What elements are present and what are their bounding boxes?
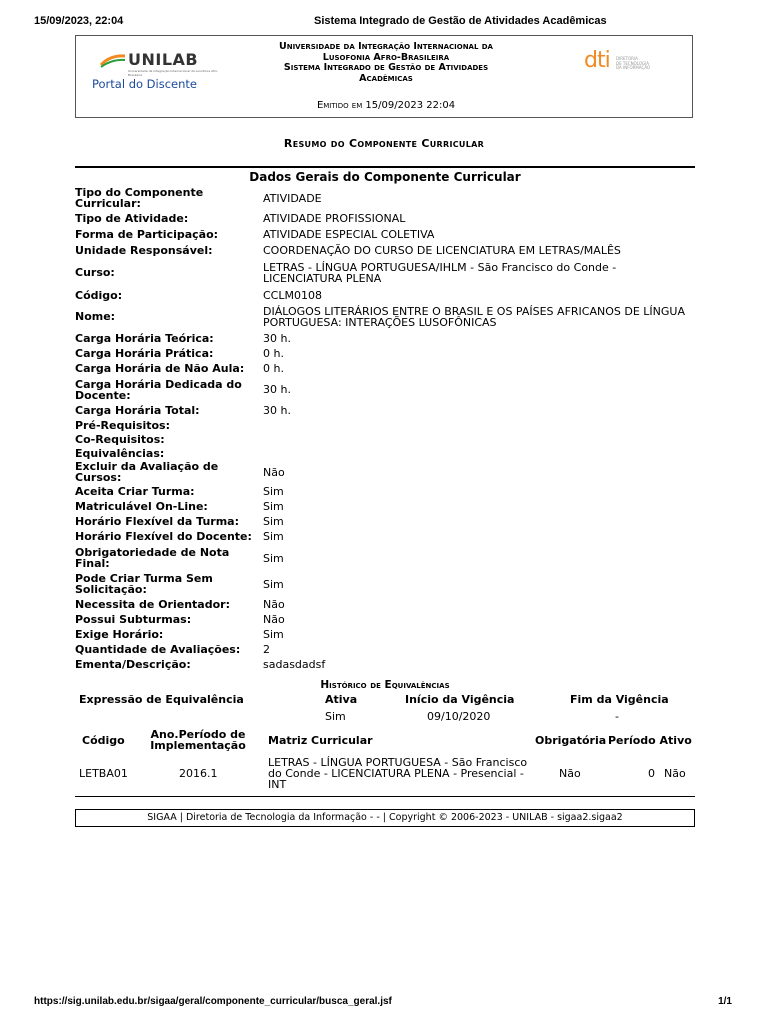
field-label: Carga Horária Teórica:: [75, 332, 214, 345]
field-row: [75, 613, 695, 628]
print-page: 1/1: [718, 996, 732, 1007]
field-label: Pode Criar Turma Sem Solicitação:: [75, 572, 213, 596]
history-cell-start: 09/10/2020: [427, 710, 491, 723]
logo-subtitle: Universidade da Integração Internacional da Lusofonia Afro-Brasileira: [128, 69, 219, 77]
field-label: Obrigatoriedade de Nota Final:: [75, 546, 230, 570]
matrix-header-period: Ano.Período de Implementação: [150, 728, 246, 752]
print-url: https://sig.unilab.edu.br/sigaa/geral/componente_curricular/busca_geral.jsf: [34, 996, 392, 1007]
print-datetime: 15/09/2023, 22:04: [34, 15, 124, 27]
field-value: 30 h.: [263, 404, 291, 417]
field-value: Não: [263, 598, 285, 611]
field-row: [75, 628, 695, 643]
institution-line-1: Universidade da Integração Internacional da: [279, 41, 493, 52]
print-title: Sistema Integrado de Gestão de Atividades Acadêmicas: [314, 15, 607, 27]
section-divider-top: [75, 166, 695, 168]
field-label: Matriculável On-Line:: [75, 500, 208, 513]
field-value: 2: [263, 643, 270, 656]
field-row: [75, 419, 695, 433]
matrix-header-mandatory: Obrigatória: [535, 734, 607, 747]
field-label: Aceita Criar Turma:: [75, 485, 195, 498]
field-row: [75, 377, 695, 404]
portal-label: Portal do Discente: [92, 77, 197, 91]
field-row: [75, 187, 695, 211]
history-title: Histórico de Equivalências: [320, 679, 450, 691]
field-label: Quantidade de Avaliações:: [75, 643, 241, 656]
field-row: [75, 228, 695, 243]
system-line-2: Acadêmicas: [359, 72, 413, 84]
field-row: [75, 347, 695, 362]
field-row: [75, 658, 695, 673]
field-label: Tipo do Componente Curricular:: [75, 186, 204, 210]
field-label: Exige Horário:: [75, 628, 164, 641]
matrix-header-code: Código: [82, 734, 125, 747]
dti-logo-text: dti: [584, 48, 610, 73]
field-row: [75, 447, 695, 461]
logo-text: UNILAB: [128, 50, 199, 69]
header-box: [75, 35, 693, 118]
page-title: Resumo do Componente Curricular: [283, 137, 485, 150]
matrix-cell-matrix: LETRAS - LÍNGUA PORTUGUESA - São Francisco do Conde - LICENCIATURA PLENA - Presencial - INT: [268, 756, 528, 791]
matrix-cell-code: LETBA01: [79, 767, 128, 780]
field-value: DIÁLOGOS LITERÁRIOS ENTRE O BRASIL E OS PAÍSES AFRICANOS DE LÍNGUA PORTUGUESA: INTERAÇÕES LUSOFÔNICAS: [263, 304, 685, 329]
history-header-active: Ativa: [325, 693, 358, 706]
field-row: [75, 598, 695, 613]
matrix-header-matrix: Matriz Curricular: [268, 734, 373, 747]
field-row: [75, 643, 695, 658]
institution-line-2: Lusofonia Afro-Brasileira: [322, 51, 450, 63]
field-value: 30 h.: [263, 383, 291, 396]
field-label: Curso:: [75, 266, 115, 279]
dti-subtitle-3: DA INFORMAÇÃO: [616, 65, 651, 70]
dti-subtitle-1: DIRETORIA: [616, 56, 638, 61]
field-row: [75, 485, 695, 500]
field-label: Equivalências:: [75, 446, 165, 460]
field-row: [75, 461, 695, 485]
section-divider-bottom: [75, 796, 695, 797]
field-value: 0 h.: [263, 362, 284, 375]
system-line-1: Sistema Integrado de Gestão de Atividades: [283, 62, 489, 73]
field-label: Ementa/Descrição:: [75, 658, 191, 671]
field-label: Possui Subturmas:: [75, 613, 192, 626]
field-label: Carga Horária Total:: [75, 404, 200, 417]
field-row: [75, 288, 695, 304]
field-value: sadasdadsf: [263, 658, 326, 671]
field-label: Co-Requisitos:: [75, 432, 165, 446]
field-label: Carga Horária Dedicada do Docente:: [75, 377, 242, 402]
field-label: Unidade Responsável:: [75, 244, 213, 257]
section-title: Dados Gerais do Componente Curricular: [249, 170, 521, 184]
print-header: [0, 15, 768, 33]
field-value: Não: [263, 613, 285, 626]
emitted-date: Emitido em 15/09/2023 22:04: [316, 100, 456, 111]
field-value: Sim: [263, 551, 284, 565]
field-row: [75, 212, 695, 227]
field-row: [75, 433, 695, 447]
matrix-cell-period: 2016.1: [179, 767, 218, 780]
field-row: [75, 362, 695, 377]
field-value: ATIVIDADE: [263, 191, 322, 205]
field-row: [75, 244, 695, 259]
matrix-cell-mandatory: Não: [559, 767, 581, 780]
field-value: Sim: [263, 530, 284, 543]
field-row: [75, 404, 695, 419]
field-label: Excluir da Avaliação de Cursos:: [75, 460, 219, 484]
matrix-cell-active: Não: [664, 767, 686, 780]
field-row: [75, 260, 695, 287]
field-row: [75, 546, 695, 572]
field-label: Tipo de Atividade:: [75, 212, 189, 225]
field-value: ATIVIDADE ESPECIAL COLETIVA: [263, 228, 435, 241]
field-label: Código:: [75, 288, 123, 302]
field-row: [75, 530, 695, 545]
footer: SIGAA | Diretoria de Tecnologia da Informação - - | Copyright © 2006-2023 - UNILAB - sigaa2.sigaa2: [75, 809, 695, 827]
dti-subtitle-2: DE TECNOLOGIA: [616, 60, 650, 66]
field-row: [75, 332, 695, 347]
field-row: [75, 500, 695, 515]
field-value: Sim: [263, 577, 284, 591]
field-row: [75, 304, 695, 331]
history-cell-active: Sim: [325, 710, 346, 723]
matrix-header-active-period: Período Ativo: [608, 734, 692, 747]
field-label: Necessita de Orientador:: [75, 598, 230, 611]
history-header-end: Fim da Vigência: [570, 693, 669, 706]
field-value: 30 h.: [263, 332, 291, 345]
field-value: 0 h.: [263, 347, 284, 360]
history-header-expression: Expressão de Equivalência: [79, 693, 244, 706]
print-footer: [0, 996, 768, 1012]
field-label: Nome:: [75, 310, 116, 323]
field-value: CCLM0108: [263, 288, 322, 302]
field-label: Forma de Participação:: [75, 228, 219, 241]
unilab-logo: [100, 50, 220, 77]
field-value: Sim: [263, 515, 284, 528]
field-value: Sim: [263, 485, 284, 498]
dti-logo: [584, 48, 674, 79]
field-value: Não: [263, 465, 285, 479]
field-value: Sim: [263, 500, 284, 513]
field-label: Horário Flexível da Turma:: [75, 515, 239, 528]
field-value: ATIVIDADE PROFISSIONAL: [263, 212, 406, 225]
history-cell-end: -: [615, 710, 619, 723]
field-label: Pré-Requisitos:: [75, 418, 170, 432]
history-header-start: Início da Vigência: [405, 693, 515, 706]
field-value: LETRAS - LÍNGUA PORTUGUESA/IHLM - São Francisco do Conde - LICENCIATURA PLENA: [263, 260, 617, 285]
field-label: Carga Horária de Não Aula:: [75, 362, 245, 375]
matrix-cell-period-num: 0: [648, 767, 655, 780]
unilab-swoosh-icon: [100, 53, 126, 69]
field-row: [75, 572, 695, 598]
field-value: COORDENAÇÃO DO CURSO DE LICENCIATURA EM LETRAS/MALÊS: [263, 244, 621, 257]
institution-title: [226, 42, 546, 84]
field-label: Horário Flexível do Docente:: [75, 530, 252, 543]
dti-subtitle: [616, 57, 650, 71]
field-row: [75, 515, 695, 530]
field-label: Carga Horária Prática:: [75, 347, 214, 360]
field-value: Sim: [263, 628, 284, 641]
